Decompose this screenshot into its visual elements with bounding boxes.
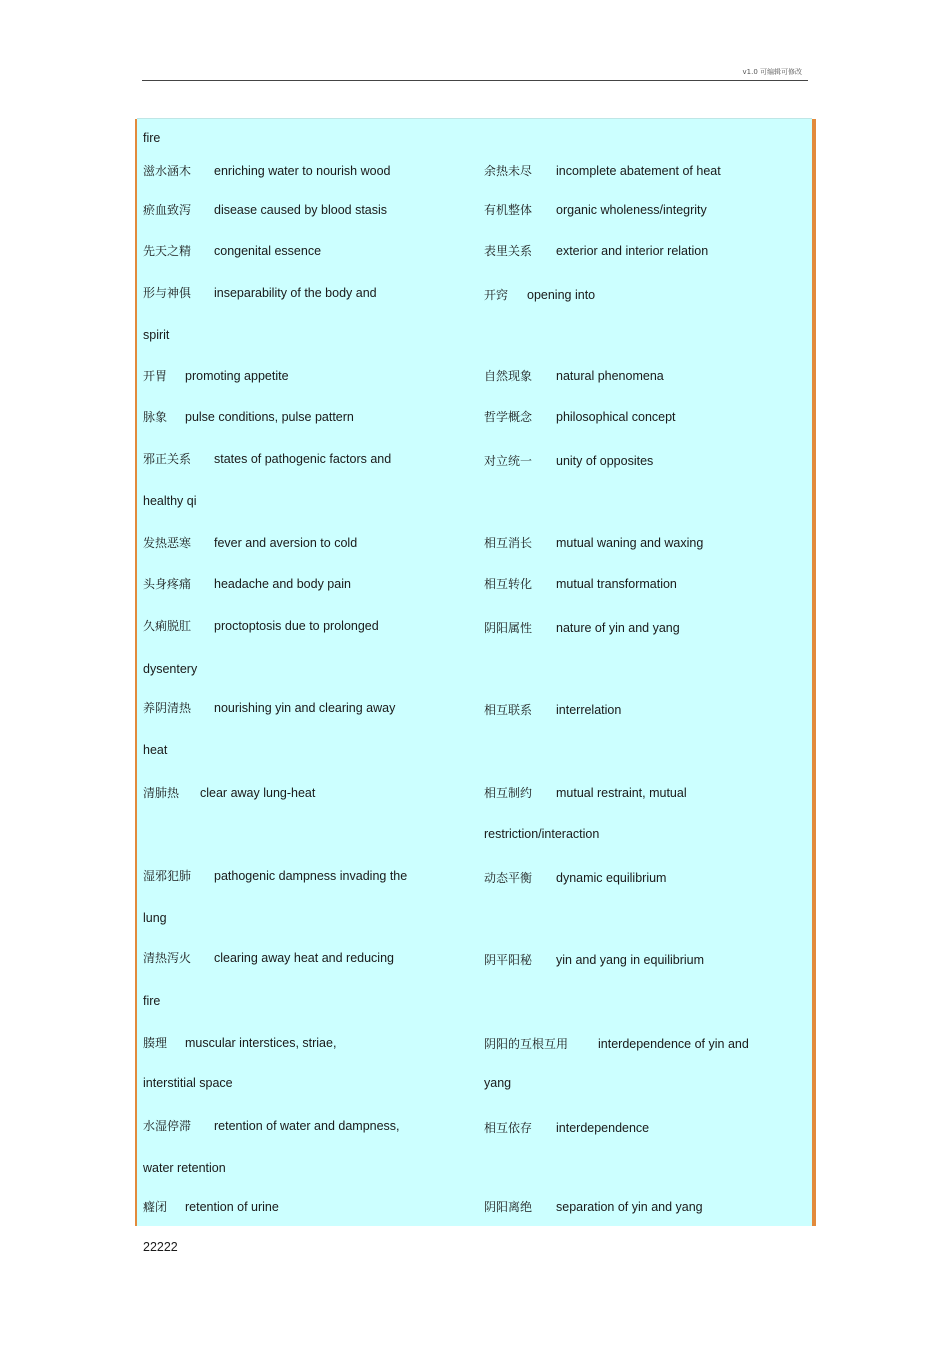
term-chinese: 开胃 — [143, 369, 168, 383]
term-chinese: 发热恶寒 — [143, 536, 192, 550]
term-english: congenital essence — [214, 244, 322, 258]
term-english: natural phenomena — [556, 369, 664, 383]
term-english: interstitial space — [143, 1076, 233, 1090]
term-chinese: 先天之精 — [143, 244, 192, 258]
term-chinese: 阴阳离绝 — [484, 1200, 533, 1214]
term-chinese: 余热未尽 — [484, 164, 533, 178]
term-chinese: 哲学概念 — [484, 410, 533, 424]
term-chinese: 相互消长 — [484, 536, 533, 550]
panel-left-border — [135, 119, 137, 1226]
term-english: muscular interstices, striae, — [185, 1036, 337, 1050]
term-english: dynamic equilibrium — [556, 871, 667, 885]
term-chinese: 久痢脱肛 — [143, 619, 192, 633]
term-chinese: 自然现象 — [484, 369, 533, 383]
term-english: separation of yin and yang — [556, 1200, 703, 1214]
page-header-text: v1.0 可编辑可修改 — [742, 68, 802, 76]
term-chinese: 形与神俱 — [143, 286, 192, 300]
panel-right-border — [812, 119, 816, 1226]
term-english: headache and body pain — [214, 577, 351, 591]
term-chinese: 清肺热 — [143, 786, 180, 800]
term-english: fever and aversion to cold — [214, 536, 358, 550]
term-chinese: 动态平衡 — [484, 871, 533, 885]
term-chinese: 湿邪犯肺 — [143, 869, 192, 883]
term-english: enriching water to nourish wood — [214, 164, 391, 178]
term-english: promoting appetite — [185, 369, 289, 383]
term-english: interdependence — [556, 1121, 650, 1135]
term-english: dysentery — [143, 662, 198, 676]
term-english: fire — [143, 131, 161, 145]
term-chinese: 头身疼痛 — [143, 577, 192, 591]
term-chinese: 清热泻火 — [143, 951, 192, 965]
term-english: unity of opposites — [556, 454, 654, 468]
term-chinese: 相互制约 — [484, 786, 533, 800]
term-english: clearing away heat and reducing — [214, 951, 394, 965]
term-english: yin and yang in equilibrium — [556, 953, 705, 967]
term-chinese: 阴平阳秘 — [484, 953, 533, 967]
term-english: mutual transformation — [556, 577, 677, 591]
term-english: inseparability of the body and — [214, 286, 377, 300]
term-chinese: 脉象 — [143, 410, 168, 424]
term-chinese: 邪正关系 — [143, 452, 192, 466]
term-english: heat — [143, 743, 168, 757]
term-english: pulse conditions, pulse pattern — [185, 410, 354, 424]
term-english: organic wholeness/integrity — [556, 203, 707, 217]
term-chinese: 对立统一 — [484, 454, 533, 468]
term-english: lung — [143, 911, 167, 925]
term-chinese: 表里关系 — [484, 244, 533, 258]
term-english: opening into — [527, 288, 596, 302]
term-chinese: 有机整体 — [484, 203, 533, 217]
page-footer-number: 22222 — [143, 1240, 178, 1254]
term-english: nourishing yin and clearing away — [214, 701, 396, 715]
term-english: interrelation — [556, 703, 622, 717]
term-english: pathogenic dampness invading the — [214, 869, 408, 883]
term-english: yang — [484, 1076, 512, 1090]
term-english: disease caused by blood stasis — [214, 203, 388, 217]
term-english: exterior and interior relation — [556, 244, 709, 258]
header-divider — [142, 80, 808, 81]
term-english: interdependence of yin and — [598, 1037, 749, 1051]
term-chinese: 相互依存 — [484, 1121, 533, 1135]
term-chinese: 相互转化 — [484, 577, 533, 591]
term-english: water retention — [143, 1161, 226, 1175]
term-english: retention of urine — [185, 1200, 279, 1214]
term-chinese: 癃闭 — [143, 1200, 168, 1214]
term-chinese: 滋水涵木 — [143, 164, 192, 178]
term-english: healthy qi — [143, 494, 197, 508]
term-chinese: 阴阳属性 — [484, 621, 533, 635]
term-english: nature of yin and yang — [556, 621, 680, 635]
term-chinese: 阴阳的互根互用 — [484, 1037, 569, 1051]
term-chinese: 养阴清热 — [143, 701, 192, 715]
term-english: clear away lung-heat — [200, 786, 316, 800]
term-english: incomplete abatement of heat — [556, 164, 721, 178]
term-english: mutual restraint, mutual — [556, 786, 687, 800]
term-english: retention of water and dampness, — [214, 1119, 400, 1133]
term-english: spirit — [143, 328, 170, 342]
term-english: states of pathogenic factors and — [214, 452, 392, 466]
term-english: mutual waning and waxing — [556, 536, 704, 550]
term-english: proctoptosis due to prolonged — [214, 619, 379, 633]
term-english: restriction/interaction — [484, 827, 600, 841]
term-chinese: 腠理 — [143, 1036, 168, 1050]
term-chinese: 相互联系 — [484, 703, 533, 717]
term-english: philosophical concept — [556, 410, 676, 424]
term-english: fire — [143, 994, 161, 1008]
term-chinese: 水湿停滞 — [143, 1119, 192, 1133]
term-chinese: 开窍 — [484, 288, 509, 302]
term-chinese: 瘀血致泻 — [143, 203, 192, 217]
